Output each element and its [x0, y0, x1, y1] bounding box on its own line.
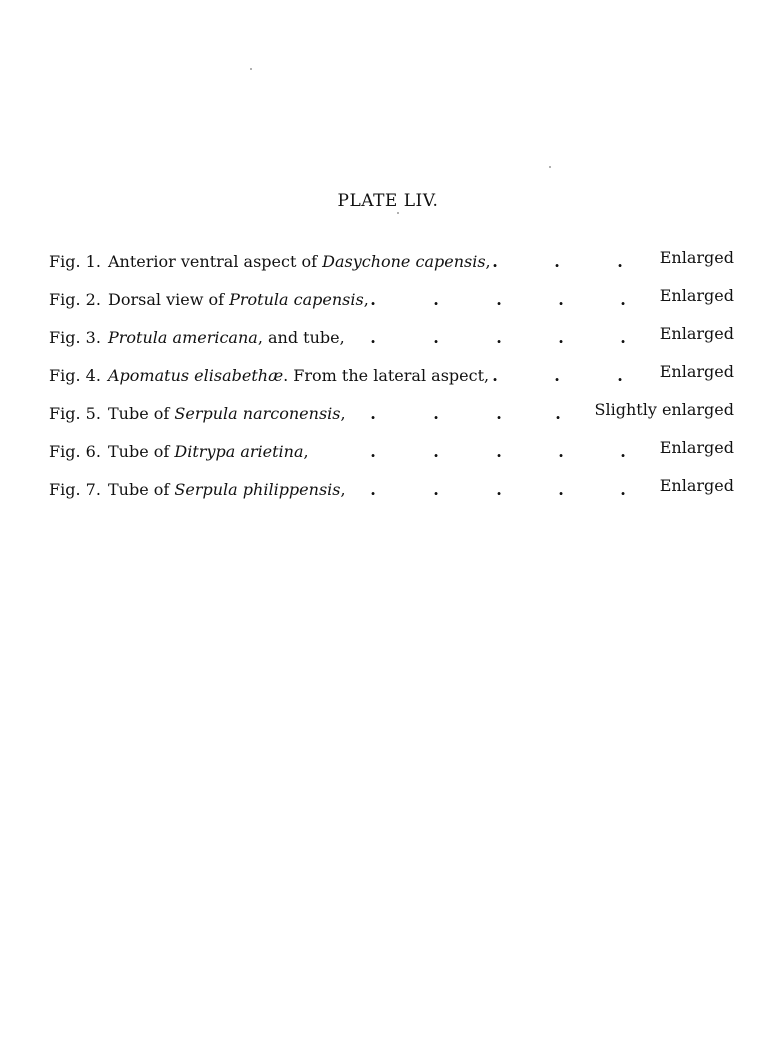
description-text: ,	[485, 252, 491, 271]
leader-dot: .	[620, 290, 626, 309]
figure-row	[49, 320, 734, 358]
leader-dot: .	[555, 404, 561, 423]
plate-title: PLATE LIV.	[337, 191, 439, 211]
leader-dot: .	[558, 442, 564, 461]
leader-dot: .	[558, 328, 564, 347]
figure-row	[49, 358, 734, 396]
leader-dot: .	[617, 252, 623, 271]
paper-speck	[549, 166, 551, 168]
leader-dot: .	[433, 442, 439, 461]
species-name: Dasychone capensis	[322, 252, 486, 271]
figure-description	[108, 404, 346, 424]
figure-description	[108, 290, 369, 310]
leader-dot: .	[620, 480, 626, 499]
leader-dot: .	[370, 480, 376, 499]
leader-dot: .	[496, 404, 502, 423]
magnification-label: Enlarged	[659, 248, 734, 267]
leader-dot: .	[433, 290, 439, 309]
description-text: , and tube,	[257, 328, 345, 347]
species-name: Apomatus elisabethæ	[108, 366, 284, 385]
magnification-label: Enlarged	[659, 324, 734, 343]
description-text: Dorsal view of	[108, 290, 230, 309]
leader-dot: .	[370, 328, 376, 347]
leader-dot: .	[554, 366, 560, 385]
leader-dot: .	[370, 442, 376, 461]
magnification-label: Slightly enlarged	[594, 400, 734, 419]
figure-number: Fig. 2.	[49, 290, 101, 309]
description-text: Anterior ventral aspect of	[108, 252, 323, 271]
figure-description	[108, 442, 309, 462]
figure-description	[108, 328, 345, 348]
leader-dot: .	[370, 290, 376, 309]
figure-description	[108, 252, 491, 272]
leader-dot: .	[433, 328, 439, 347]
description-text: ,	[303, 442, 309, 461]
leader-dot: .	[620, 442, 626, 461]
figure-number: Fig. 5.	[49, 404, 101, 423]
leader-dot: .	[433, 404, 439, 423]
leader-dot: .	[620, 328, 626, 347]
species-name: Protula americana	[108, 328, 258, 347]
leader-dot: .	[558, 290, 564, 309]
description-text: ,	[340, 404, 346, 423]
leader-dot: .	[433, 480, 439, 499]
magnification-label: Enlarged	[659, 476, 734, 495]
leader-dot: .	[554, 252, 560, 271]
leader-dot: .	[558, 480, 564, 499]
magnification-label: Enlarged	[659, 286, 734, 305]
description-text: Tube of	[108, 480, 175, 499]
leader-dot: .	[496, 442, 502, 461]
leader-dot: .	[492, 252, 498, 271]
figure-number: Fig. 3.	[49, 328, 101, 347]
figure-row	[49, 282, 734, 320]
species-name: Serpula philippensis	[174, 480, 341, 499]
figure-number: Fig. 1.	[49, 252, 101, 271]
description-text: Tube of	[108, 442, 175, 461]
figure-number: Fig. 7.	[49, 480, 101, 499]
description-text: Tube of	[108, 404, 175, 423]
figure-number: Fig. 6.	[49, 442, 101, 461]
figure-row	[49, 472, 734, 510]
figure-row	[49, 434, 734, 472]
leader-dot: .	[496, 328, 502, 347]
leader-dot: .	[492, 366, 498, 385]
description-text: ,	[363, 290, 369, 309]
species-name: Ditrypa arietina	[174, 442, 304, 461]
species-name: Protula capensis	[229, 290, 364, 309]
paper-speck	[397, 212, 399, 214]
leader-dot: .	[496, 290, 502, 309]
paper-speck	[250, 68, 252, 70]
figure-list	[49, 244, 734, 510]
figure-row	[49, 396, 734, 434]
figure-number: Fig. 4.	[49, 366, 101, 385]
magnification-label: Enlarged	[659, 362, 734, 381]
magnification-label: Enlarged	[659, 438, 734, 457]
description-text: ,	[340, 480, 346, 499]
figure-description	[108, 480, 346, 500]
figure-description	[108, 366, 489, 386]
species-name: Serpula narconensis	[174, 404, 341, 423]
figure-row	[49, 244, 734, 282]
description-text: . From the lateral aspect,	[283, 366, 490, 385]
leader-dot: .	[617, 366, 623, 385]
leader-dot: .	[496, 480, 502, 499]
leader-dot: .	[370, 404, 376, 423]
